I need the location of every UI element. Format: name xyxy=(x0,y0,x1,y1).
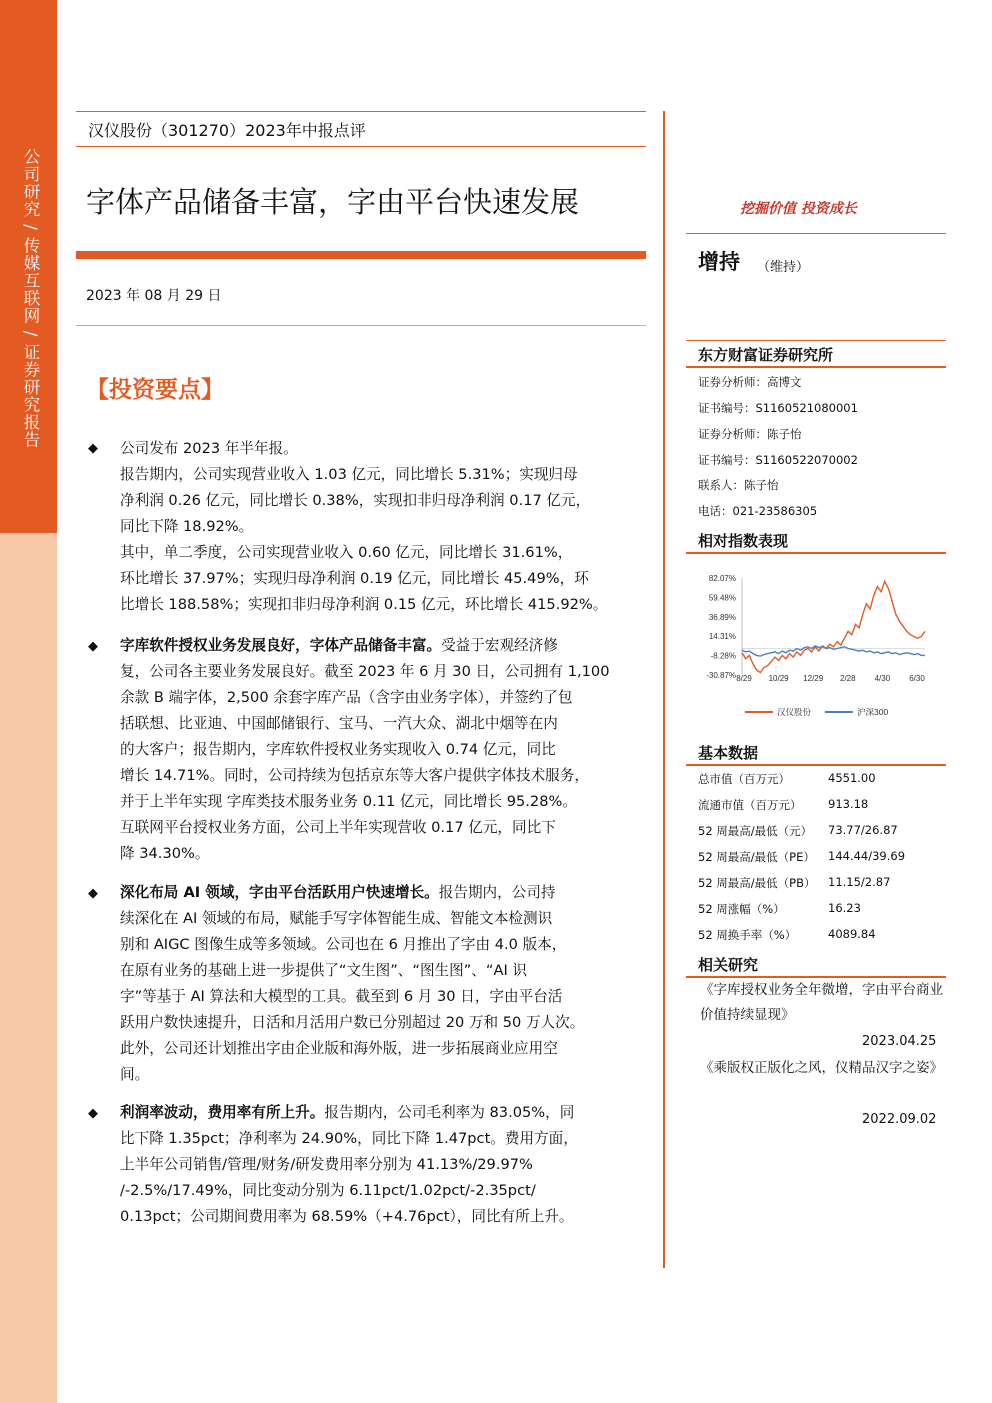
x-tick-label: 6/30 xyxy=(909,674,925,683)
contact: 联系人：陈子怡 xyxy=(698,478,779,492)
point-4: 利润率波动，费用率有所上升。报告期内，公司毛利率为 83.05%，同 比下降 1.35pct；净利率为 24.90%，同比下降 1.47pct。费用方面， 上半年公司销售/管理/财务/研发费用率分别为 41.13%/29.97% /-2.5%/17.49%，同比变动分别为 6.11pct/1.02pct/-2.35pct/ 0.13pct；公司期间费用率为 68.59%（+4.76pct），同比有所上升。 xyxy=(120,1104,578,1225)
bullet-icon: ◆ xyxy=(88,886,98,901)
basic-data-underline xyxy=(686,764,946,766)
basic-data-title: 基本数据 xyxy=(698,744,759,762)
bullet-icon: ◆ xyxy=(88,1106,98,1121)
chart-underline xyxy=(686,552,946,554)
y-tick-label: 82.07% xyxy=(708,574,736,583)
row-value: 913.18 xyxy=(828,797,869,811)
related-report-2-date: 2022.09.02 xyxy=(862,1112,937,1127)
x-tick-label: 2/28 xyxy=(840,674,856,683)
row-value: 144.44/39.69 xyxy=(828,849,906,863)
y-tick-label: -8.28% xyxy=(710,651,736,661)
section-title: 【投资要点】 xyxy=(86,376,224,403)
title-accent-bar xyxy=(76,251,646,259)
slogan: 挖掘价值 投资成长 xyxy=(740,201,857,217)
x-tick-label: 12/29 xyxy=(803,674,824,683)
row-label: 流通市值（百万元） xyxy=(698,798,802,812)
chart-section-title: 相对指数表现 xyxy=(698,532,789,550)
institute-underline xyxy=(686,366,946,368)
report-subtitle: 汉仪股份（301270）2023年中报点评 xyxy=(88,121,366,140)
report-title: 字体产品储备丰富，字由平台快速发展 xyxy=(86,185,580,219)
license-1: 证书编号：S1160521080001 xyxy=(698,401,858,415)
institute-name: 东方财富证券研究所 xyxy=(698,346,834,364)
row-value: 11.15/2.87 xyxy=(828,875,891,889)
top-rule xyxy=(76,111,646,112)
row-label: 52 周涨幅（%） xyxy=(698,902,785,916)
row-value: 16.23 xyxy=(828,901,861,915)
bullet-icon: ◆ xyxy=(88,441,98,456)
related-report-1-date: 2023.04.25 xyxy=(862,1034,937,1049)
legend-label: 沪深300 xyxy=(857,707,889,717)
y-tick-label: 36.89% xyxy=(708,612,736,622)
date-rule xyxy=(76,325,646,326)
analyst-1: 证券分析师：高博文 xyxy=(698,375,802,389)
point-2: 字库软件授权业务发展良好，字体产品储备丰富。受益于宏观经济修 复，公司各主要业务发展良好。截至 2023 年 6 月 30 日，公司拥有 1,100 余款 B 端字体，2,500 余套字库产品（含字由业务字体），并签约了包 括联想、比亚迪、中国邮储银行、宝马、一汽大众、湖北中烟等在内 的大客户；报告期内，字库软件授权业务实现收入 0.74 亿元，同比 增长 14.71%。同时，公司持续为包括京东等大客户提供字体技术服务， 并于上半年实现 字库类技术服务业务 0.11 亿元，同比增长 95.28%。 互联网平台授权业务方面，公司上半年实现营收 0.17 亿元，同比下 降 34.30%。 xyxy=(120,637,610,862)
y-tick-label: 59.48% xyxy=(708,593,736,603)
chart-svg xyxy=(700,570,945,730)
point-1: 公司发布 2023 年半年报。 报告期内，公司实现营业收入 1.03 亿元，同比增长 5.31%；实现归母 净利润 0.26 亿元，同比增长 0.38%，实现扣非归母净利润 0.17 亿元， 同比下降 18.92%。 其中，单二季度，公司实现营业收入 0.60 亿元，同比增长 31.61%， 环比增长 37.97%；实现归母净利润 0.19 亿元，同比增长 45.49%，环 比增长 188.58%；实现扣非归母净利润 0.15 亿元，环比增长 415.92%。 xyxy=(120,440,608,613)
related-report-1[interactable]: 《字库授权业务全年微增，字由平台商业价值持续显现》 xyxy=(700,982,943,1023)
analyst-2: 证券分析师：陈子怡 xyxy=(698,427,802,441)
x-tick-label: 8/29 xyxy=(736,674,752,683)
sidebar-label: 公司研究 / 传媒互联网 / 证券研究报告 xyxy=(21,148,40,449)
subtitle-rule xyxy=(76,146,646,147)
report-date: 2023 年 08 月 29 日 xyxy=(86,288,222,304)
rating: 增持 xyxy=(698,250,740,274)
related-report-2[interactable]: 《乘版权正版化之风，仪精品汉字之姿》 xyxy=(700,1060,943,1076)
row-label: 总市值（百万元） xyxy=(698,772,790,786)
column-divider xyxy=(663,111,665,1268)
y-tick-label: 14.31% xyxy=(708,632,736,642)
rating-note: （维持） xyxy=(757,260,810,275)
row-label: 52 周最高/最低（元） xyxy=(698,824,813,838)
rating-rule xyxy=(686,233,946,234)
y-tick-label: -30.87% xyxy=(706,671,736,680)
row-value: 73.77/26.87 xyxy=(828,823,898,837)
related-title: 相关研究 xyxy=(698,956,759,974)
phone: 电话：021-23586305 xyxy=(698,504,818,518)
row-label: 52 周最高/最低（PE） xyxy=(698,850,815,864)
row-value: 4551.00 xyxy=(828,771,876,785)
x-tick-label: 10/29 xyxy=(768,674,789,683)
point-3: 深化布局 AI 领域，字由平台活跃用户快速增长。报告期内，公司持 续深化在 AI 领域的布局，赋能手写字体智能生成、智能文本检测识 别和 AIGC 图像生成等多领域。公司也在 6 月推出了字由 4.0 版本， 在原有业务的基础上进一步提供了“文生图”、“图生图”、“AI 识 字”等基于 AI 算法和大模型的工具。截至到 6 月 30 日，字由平台活 跃用户数快速提升，日活和月活用户数已分别超过 20 万和 50 万人次。 此外，公司还计划推出字由企业版和海外版，进一步拓展商业应用空 间。 xyxy=(120,884,585,1083)
x-tick-label: 4/30 xyxy=(874,674,891,683)
relative-index-chart xyxy=(700,570,945,730)
institute-rule xyxy=(686,340,946,341)
legend-label: 汉仪股份 xyxy=(777,707,812,717)
sidebar-lower-band xyxy=(0,533,57,1403)
bullet-icon: ◆ xyxy=(88,639,98,654)
row-label: 52 周最高/最低（PB） xyxy=(698,876,816,890)
license-2: 证书编号：S1160522070002 xyxy=(698,453,858,467)
row-label: 52 周换手率（%） xyxy=(698,928,797,942)
row-value: 4089.84 xyxy=(828,927,876,941)
series-line-1 xyxy=(742,582,925,673)
